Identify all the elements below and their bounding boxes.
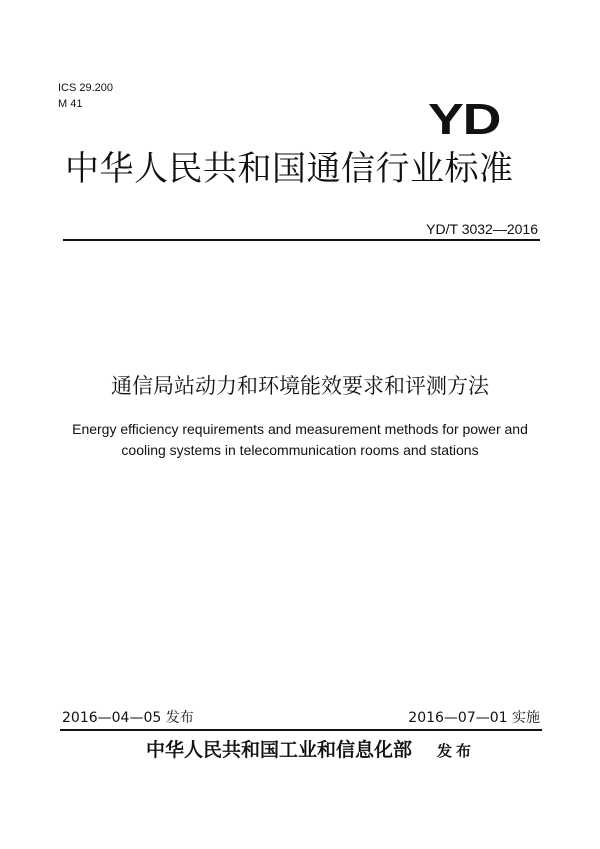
issue-date: 2016—04—05 发布 [62,710,194,726]
bottom-divider [60,729,542,731]
title-english-line-2: cooling systems in telecommunication rooms and stations [121,442,479,458]
standard-number: YD/T 3032—2016 [426,221,538,237]
title-english [60,419,540,461]
issuer-action: 发布 [437,742,476,760]
top-divider [63,239,540,241]
implementation-date: 2016—07—01 实施 [408,710,540,726]
title-english-line-1: Energy efficiency requirements and measurement methods for power and [72,421,528,437]
title-chinese: 通信局站动力和环境能效要求和评测方法 [111,374,489,398]
yd-logo: YD [428,95,501,144]
standard-category: 中华人民共和国通信行业标准 [65,149,514,189]
ccs-code: M 41 [58,98,83,110]
ics-code: ICS 29.200 [58,82,114,94]
issuing-authority: 中华人民共和国工业和信息化部 [146,739,413,761]
